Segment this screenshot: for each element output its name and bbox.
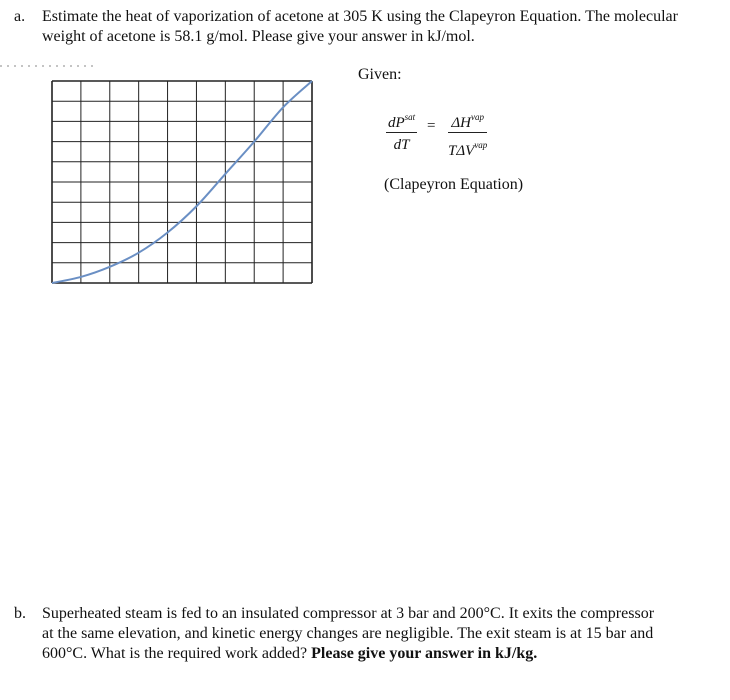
vapor-pressure-chart <box>50 79 314 285</box>
lhs-numerator-superscript: sat <box>404 112 416 122</box>
rhs-denominator <box>448 133 487 161</box>
equals-sign: = <box>427 118 436 134</box>
question-a-number: a. <box>14 8 26 25</box>
question-b-text: Superheated steam is fed to an insulated compressor at 3 bar and 200°C. It exits the compressor at the same elevation, and kinetic energy changes are negligible. The exit steam is at 15 bar and 600°C. What is the required work added? <box>42 605 655 662</box>
lhs-fraction <box>386 108 417 155</box>
rhs-numerator-superscript: vap <box>470 112 484 122</box>
question-b-emphasis: Please give your answer in kJ/kg. <box>311 645 538 662</box>
rhs-denominator-superscript: vap <box>474 140 488 150</box>
clapeyron-equation <box>386 108 506 158</box>
rhs-fraction <box>448 108 487 161</box>
question-b-number: b. <box>14 605 26 622</box>
rhs-denominator-text: TΔV <box>448 143 475 159</box>
equation-name: (Clapeyron Equation) <box>384 176 524 193</box>
lhs-numerator-text: dP <box>388 115 405 131</box>
rhs-numerator-text: ΔH <box>451 115 471 131</box>
rhs-numerator <box>448 108 487 133</box>
lhs-numerator <box>386 108 417 133</box>
question-b-body <box>42 604 662 664</box>
lhs-denominator: dT <box>393 137 410 153</box>
given-label: Given: <box>358 66 402 83</box>
faint-dotted-line <box>0 62 100 70</box>
question-a-text: Estimate the heat of vaporization of acetone at 305 K using the Clapeyron Equation. The molecular weight of acetone is 58.1 g/mol. Please give your answer in kJ/mol. <box>42 8 678 45</box>
